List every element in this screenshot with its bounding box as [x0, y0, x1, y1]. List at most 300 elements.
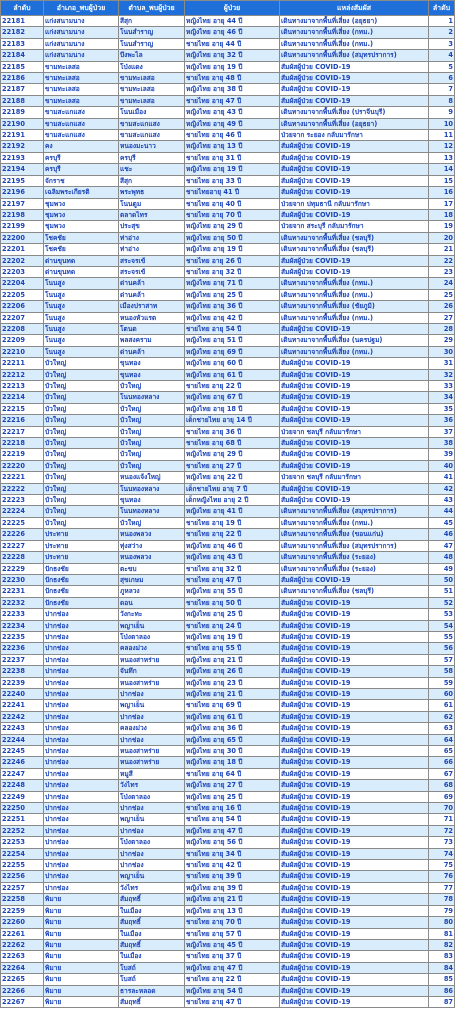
cell-district: ปักธงชัย	[44, 563, 119, 574]
cell-patient: ชายไทย อายุ 33 ปี	[185, 175, 280, 186]
cell-subdistrict: สัมฤทธิ์	[119, 894, 185, 905]
cell-district: จักราช	[44, 175, 119, 186]
cell-index: 13	[429, 152, 455, 163]
table-row	[1, 107, 455, 118]
cell-patient: หญิงไทย อายุ 61 ปี	[185, 711, 280, 722]
cell-subdistrict: ทุ่งสว่าง	[119, 540, 185, 551]
table-row	[1, 278, 455, 289]
cell-index: 59	[429, 677, 455, 688]
cell-patient: หญิงไทย อายุ 38 ปี	[185, 84, 280, 95]
cell-seq: 22194	[1, 164, 44, 175]
table-row	[1, 928, 455, 939]
cell-patient: หญิงไทย อายุ 54 ปี	[185, 985, 280, 996]
cell-index: 82	[429, 939, 455, 950]
cell-index: 27	[429, 312, 455, 323]
cell-district: ปากช่อง	[44, 746, 119, 757]
cell-source: สัมผัสผู้ป่วย COVID-19	[280, 962, 429, 973]
cell-district: ปากช่อง	[44, 837, 119, 848]
table-row	[1, 711, 455, 722]
cell-index: 42	[429, 483, 455, 494]
cell-index: 86	[429, 985, 455, 996]
cell-patient: ชายไทยอายุ 41 ปี	[185, 187, 280, 198]
cell-subdistrict: ขามสะแกแสง	[119, 118, 185, 129]
table-row	[1, 403, 455, 414]
cell-seq: 22189	[1, 107, 44, 118]
table-row	[1, 164, 455, 175]
cell-district: ชุมพวง	[44, 221, 119, 232]
cell-district: ปากช่อง	[44, 723, 119, 734]
cell-index: 85	[429, 974, 455, 985]
cell-seq: 22216	[1, 415, 44, 426]
cell-district: เฉลิมพระเกียรติ	[44, 187, 119, 198]
table-row	[1, 666, 455, 677]
cell-source: เดินทางมาจากพื้นที่เสี่ยง (กทม.)	[280, 27, 429, 38]
cell-district: บัวใหญ่	[44, 495, 119, 506]
cell-subdistrict: โบสถ์	[119, 974, 185, 985]
cell-district: ชุมพวง	[44, 209, 119, 220]
table-row	[1, 38, 455, 49]
cell-seq: 22206	[1, 301, 44, 312]
cell-subdistrict: หนองพลวง	[119, 552, 185, 563]
cell-district: ขามทะเลสอ	[44, 73, 119, 84]
cell-patient: หญิงไทย อายุ 45 ปี	[185, 939, 280, 950]
cell-district: แก่งสนามนาง	[44, 38, 119, 49]
table-row	[1, 232, 455, 243]
cell-district: พิมาย	[44, 951, 119, 962]
cell-source: สัมผัสผู้ป่วย COVID-19	[280, 860, 429, 871]
cell-subdistrict: พญาเย็น	[119, 620, 185, 631]
header-patient: ผู้ป่วย	[185, 1, 280, 16]
table-row	[1, 620, 455, 631]
cell-subdistrict: พลสงคราม	[119, 335, 185, 346]
cell-index: 2	[429, 27, 455, 38]
table-row	[1, 118, 455, 129]
cell-district: ปากช่อง	[44, 654, 119, 665]
cell-subdistrict: บัวใหญ่	[119, 403, 185, 414]
cell-subdistrict: ด่านคล้า	[119, 289, 185, 300]
cell-source: สัมผัสผู้ป่วย COVID-19	[280, 620, 429, 631]
cell-source: สัมผัสผู้ป่วย COVID-19	[280, 825, 429, 836]
cell-source: สัมผัสผู้ป่วย COVID-19	[280, 152, 429, 163]
cell-patient: หญิงไทย อายุ 19 ปี	[185, 61, 280, 72]
cell-index: 4	[429, 50, 455, 61]
cell-district: ปากช่อง	[44, 734, 119, 745]
cell-seq: 22249	[1, 791, 44, 802]
table-row	[1, 803, 455, 814]
cell-subdistrict: แชะ	[119, 164, 185, 175]
cell-subdistrict: พญาเย็น	[119, 871, 185, 882]
cell-patient: หญิงไทย อายุ 13 ปี	[185, 905, 280, 916]
cell-district: โนนสูง	[44, 323, 119, 334]
cell-patient: ชายไทย อายุ 37 ปี	[185, 951, 280, 962]
cell-seq: 22221	[1, 472, 44, 483]
cell-source: สัมผัสผู้ป่วย COVID-19	[280, 449, 429, 460]
table-row	[1, 962, 455, 973]
cell-patient: หญิงไทย อายุ 32 ปี	[185, 50, 280, 61]
table-row	[1, 791, 455, 802]
cell-patient: หญิงไทย อายุ 69 ปี	[185, 346, 280, 357]
cell-source: ป่วยจาก ปทุมธานี กลับมารักษา	[280, 198, 429, 209]
cell-index: 65	[429, 746, 455, 757]
cell-district: ปากช่อง	[44, 768, 119, 779]
cell-subdistrict: ด่านคล้า	[119, 346, 185, 357]
cell-subdistrict: ขุนทอง	[119, 358, 185, 369]
cell-patient: ชายไทย อายุ 47 ปี	[185, 95, 280, 106]
cell-seq: 22208	[1, 323, 44, 334]
cell-district: ชุมพวง	[44, 198, 119, 209]
cell-district: ปักธงชัย	[44, 586, 119, 597]
table-row	[1, 209, 455, 220]
cell-subdistrict: บัวใหญ่	[119, 517, 185, 528]
cell-subdistrict: ปากช่อง	[119, 734, 185, 745]
cell-source: สัมผัสผู้ป่วย COVID-19	[280, 483, 429, 494]
cell-subdistrict: ปากช่อง	[119, 860, 185, 871]
cell-patient: หญิงไทย อายุ 25 ปี	[185, 609, 280, 620]
cell-subdistrict: โนนเมือง	[119, 107, 185, 118]
cell-subdistrict: โบสถ์	[119, 962, 185, 973]
cell-seq: 22182	[1, 27, 44, 38]
cell-patient: ชายไทย อายุ 27 ปี	[185, 460, 280, 471]
cell-source: สัมผัสผู้ป่วย COVID-19	[280, 757, 429, 768]
cell-patient: ชายไทย อายุ 16 ปี	[185, 803, 280, 814]
cell-source: สัมผัสผู้ป่วย COVID-19	[280, 141, 429, 152]
cell-index: 6	[429, 73, 455, 84]
cell-subdistrict: โป่งแดง	[119, 61, 185, 72]
cell-subdistrict: สระจรเข้	[119, 255, 185, 266]
cell-district: โนนสูง	[44, 301, 119, 312]
table-row	[1, 61, 455, 72]
cell-district: โนนสูง	[44, 289, 119, 300]
table-row	[1, 381, 455, 392]
cell-district: บัวใหญ่	[44, 483, 119, 494]
cell-source: ป่วยจาก ระยอง กลับมารักษา	[280, 130, 429, 141]
cell-subdistrict: โนนทองหลาง	[119, 483, 185, 494]
cell-subdistrict: ปากช่อง	[119, 688, 185, 699]
cell-index: 1	[429, 16, 455, 27]
cell-patient: เด็กชายไทย อายุ 7 ปี	[185, 483, 280, 494]
cell-source: เดินทางมาจากพื้นที่เสี่ยง (กทม.)	[280, 278, 429, 289]
cell-index: 87	[429, 996, 455, 1007]
cell-subdistrict: ขุนทอง	[119, 369, 185, 380]
cell-district: ด่านขุนทด	[44, 266, 119, 277]
cell-patient: ชายไทย อายุ 42 ปี	[185, 860, 280, 871]
cell-patient: หญิงไทย อายุ 47 ปี	[185, 962, 280, 973]
cell-index: 56	[429, 643, 455, 654]
cell-district: แก่งสนามนาง	[44, 27, 119, 38]
table-row	[1, 814, 455, 825]
cell-seq: 22255	[1, 860, 44, 871]
cell-source: สัมผัสผู้ป่วย COVID-19	[280, 255, 429, 266]
cell-subdistrict: ขามทะเลสอ	[119, 73, 185, 84]
cell-patient: หญิงไทย อายุ 44 ปี	[185, 16, 280, 27]
cell-index: 24	[429, 278, 455, 289]
cell-index: 8	[429, 95, 455, 106]
cell-seq: 22225	[1, 517, 44, 528]
cell-source: สัมผัสผู้ป่วย COVID-19	[280, 780, 429, 791]
cell-patient: ชายไทย อายุ 55 ปี	[185, 643, 280, 654]
cell-seq: 22211	[1, 358, 44, 369]
cell-patient: หญิงไทย อายุ 27 ปี	[185, 780, 280, 791]
table-row	[1, 586, 455, 597]
cell-patient: ชายไทย อายุ 64 ปี	[185, 768, 280, 779]
cell-subdistrict: วังกะทะ	[119, 609, 185, 620]
cell-seq: 22213	[1, 381, 44, 392]
cell-index: 37	[429, 426, 455, 437]
cell-patient: ชายไทย อายุ 46 ปี	[185, 130, 280, 141]
table-row	[1, 939, 455, 950]
table-row	[1, 757, 455, 768]
cell-seq: 22252	[1, 825, 44, 836]
table-row	[1, 50, 455, 61]
cell-district: ปากช่อง	[44, 631, 119, 642]
cell-patient: หญิงไทย อายุ 60 ปี	[185, 358, 280, 369]
cell-district: ขามสะแกแสง	[44, 118, 119, 129]
cell-seq: 22247	[1, 768, 44, 779]
cell-patient: หญิงไทย อายุ 41 ปี	[185, 506, 280, 517]
cell-source: ป่วยจาก สระบุรี กลับมารักษา	[280, 221, 429, 232]
cell-index: 18	[429, 209, 455, 220]
cell-seq: 22183	[1, 38, 44, 49]
cell-subdistrict: สัมฤทธิ์	[119, 939, 185, 950]
cell-district: บัวใหญ่	[44, 415, 119, 426]
table-row	[1, 95, 455, 106]
header-seq: ลำดับ	[1, 1, 44, 16]
cell-source: สัมผัสผู้ป่วย COVID-19	[280, 266, 429, 277]
cell-patient: หญิงไทย อายุ 39 ปี	[185, 882, 280, 893]
cell-source: เดินทางมาจากพื้นที่เสี่ยง (สมุทรปราการ)	[280, 540, 429, 551]
cell-subdistrict: พญาเย็น	[119, 814, 185, 825]
cell-district: ปากช่อง	[44, 871, 119, 882]
cell-district: บัวใหญ่	[44, 403, 119, 414]
cell-district: พิมาย	[44, 996, 119, 1007]
cell-index: 78	[429, 894, 455, 905]
cell-source: สัมผัสผู้ป่วย COVID-19	[280, 688, 429, 699]
cell-source: สัมผัสผู้ป่วย COVID-19	[280, 700, 429, 711]
cell-district: ปากช่อง	[44, 643, 119, 654]
cell-index: 11	[429, 130, 455, 141]
cell-subdistrict: โนนตูม	[119, 198, 185, 209]
cell-source: สัมผัสผู้ป่วย COVID-19	[280, 723, 429, 734]
table-row	[1, 996, 455, 1007]
cell-subdistrict: สีสุก	[119, 175, 185, 186]
cell-source: สัมผัสผู้ป่วย COVID-19	[280, 746, 429, 757]
cell-district: พิมาย	[44, 928, 119, 939]
cell-patient: หญิงไทย อายุ 19 ปี	[185, 631, 280, 642]
table-row	[1, 506, 455, 517]
cell-index: 61	[429, 700, 455, 711]
cell-index: 41	[429, 472, 455, 483]
cell-subdistrict: โนนทองหลาง	[119, 506, 185, 517]
table-body	[1, 16, 455, 1008]
cell-seq: 22209	[1, 335, 44, 346]
cell-index: 70	[429, 803, 455, 814]
cell-seq: 22224	[1, 506, 44, 517]
cell-subdistrict: ปากช่อง	[119, 803, 185, 814]
cell-index: 3	[429, 38, 455, 49]
cell-patient: ชายไทย อายุ 34 ปี	[185, 848, 280, 859]
cell-patient: ชายไทย อายุ 36 ปี	[185, 426, 280, 437]
cell-district: ปากช่อง	[44, 700, 119, 711]
cell-index: 14	[429, 164, 455, 175]
cell-source: สัมผัสผู้ป่วย COVID-19	[280, 917, 429, 928]
table-row	[1, 266, 455, 277]
table-row	[1, 517, 455, 528]
cell-seq: 22254	[1, 848, 44, 859]
cell-district: ครบุรี	[44, 152, 119, 163]
cell-patient: ชายไทย อายุ 19 ปี	[185, 517, 280, 528]
cell-seq: 22230	[1, 574, 44, 585]
cell-patient: หญิงไทย อายุ 46 ปี	[185, 540, 280, 551]
cell-source: สัมผัสผู้ป่วย COVID-19	[280, 460, 429, 471]
table-row	[1, 723, 455, 734]
cell-source: สัมผัสผู้ป่วย COVID-19	[280, 905, 429, 916]
cell-district: ปากช่อง	[44, 620, 119, 631]
table-row	[1, 289, 455, 300]
cell-seq: 22197	[1, 198, 44, 209]
cell-district: พิมาย	[44, 939, 119, 950]
cell-index: 12	[429, 141, 455, 152]
table-row	[1, 688, 455, 699]
cell-seq: 22248	[1, 780, 44, 791]
header-index: ลำดับ	[429, 1, 455, 16]
cell-index: 20	[429, 232, 455, 243]
cell-patient: ชายไทย อายุ 48 ปี	[185, 73, 280, 84]
cell-patient: ชายไทย อายุ 44 ปี	[185, 38, 280, 49]
cell-district: ปากช่อง	[44, 757, 119, 768]
table-row	[1, 255, 455, 266]
cell-source: สัมผัสผู้ป่วย COVID-19	[280, 323, 429, 334]
cell-patient: ชายไทย อายุ 68 ปี	[185, 438, 280, 449]
table-row	[1, 483, 455, 494]
cell-subdistrict: ดอน	[119, 597, 185, 608]
cell-patient: ชายไทย อายุ 70 ปี	[185, 209, 280, 220]
cell-index: 48	[429, 552, 455, 563]
cell-district: พิมาย	[44, 974, 119, 985]
cell-index: 17	[429, 198, 455, 209]
table-row	[1, 141, 455, 152]
cell-patient: หญิงไทย อายุ 19 ปี	[185, 164, 280, 175]
table-row	[1, 244, 455, 255]
cell-seq: 22250	[1, 803, 44, 814]
cell-seq: 22200	[1, 232, 44, 243]
cell-patient: ชายไทย อายุ 32 ปี	[185, 266, 280, 277]
cell-district: บัวใหญ่	[44, 438, 119, 449]
cell-patient: ชายไทย อายุ 69 ปี	[185, 700, 280, 711]
cell-district: แก่งสนามนาง	[44, 50, 119, 61]
cell-source: สัมผัสผู้ป่วย COVID-19	[280, 654, 429, 665]
cell-district: ครบุรี	[44, 164, 119, 175]
table-row	[1, 974, 455, 985]
header-row	[1, 1, 455, 16]
cell-seq: 22238	[1, 666, 44, 677]
cell-source: สัมผัสผู้ป่วย COVID-19	[280, 734, 429, 745]
cell-district: พิมาย	[44, 894, 119, 905]
cell-source: สัมผัสผู้ป่วย COVID-19	[280, 791, 429, 802]
table-row	[1, 312, 455, 323]
cell-seq: 22261	[1, 928, 44, 939]
cell-source: สัมผัสผู้ป่วย COVID-19	[280, 814, 429, 825]
cell-district: ขามทะเลสอ	[44, 95, 119, 106]
cell-index: 54	[429, 620, 455, 631]
cell-district: บัวใหญ่	[44, 426, 119, 437]
table-row	[1, 346, 455, 357]
cell-index: 75	[429, 860, 455, 871]
cell-district: แก่งสนามนาง	[44, 16, 119, 27]
cell-seq: 22204	[1, 278, 44, 289]
cell-seq: 22227	[1, 540, 44, 551]
cell-index: 28	[429, 323, 455, 334]
cell-seq: 22226	[1, 529, 44, 540]
cell-district: บัวใหญ่	[44, 381, 119, 392]
table-row	[1, 631, 455, 642]
cell-patient: หญิงไทย อายุ 51 ปี	[185, 335, 280, 346]
table-row	[1, 643, 455, 654]
table-row	[1, 574, 455, 585]
table-row	[1, 677, 455, 688]
cell-index: 7	[429, 84, 455, 95]
cell-index: 83	[429, 951, 455, 962]
cell-source: เดินทางมาจากพื้นที่เสี่ยง (สมุทรปราการ)	[280, 50, 429, 61]
cell-source: สัมผัสผู้ป่วย COVID-19	[280, 369, 429, 380]
cell-patient: หญิงไทย อายุ 36 ปี	[185, 301, 280, 312]
cell-seq: 22242	[1, 711, 44, 722]
cell-seq: 22267	[1, 996, 44, 1007]
cell-seq: 22264	[1, 962, 44, 973]
cell-index: 46	[429, 529, 455, 540]
cell-index: 47	[429, 540, 455, 551]
cell-seq: 22259	[1, 905, 44, 916]
table-row	[1, 16, 455, 27]
cell-district: บัวใหญ่	[44, 369, 119, 380]
cell-seq: 22229	[1, 563, 44, 574]
cell-patient: ชายไทย อายุ 32 ปี	[185, 563, 280, 574]
cell-subdistrict: ขามทะเลสอ	[119, 84, 185, 95]
cell-source: เดินทางมาจากพื้นที่เสี่ยง (ชลบุรี)	[280, 244, 429, 255]
cell-index: 64	[429, 734, 455, 745]
cell-seq: 22219	[1, 449, 44, 460]
table-row	[1, 848, 455, 859]
cell-patient: เด็กชายไทย อายุ 14 ปี	[185, 415, 280, 426]
cell-subdistrict: โป่งตาลอง	[119, 631, 185, 642]
cell-subdistrict: บัวใหญ่	[119, 460, 185, 471]
cell-district: ขามทะเลสอ	[44, 61, 119, 72]
cell-index: 76	[429, 871, 455, 882]
table-row	[1, 187, 455, 198]
cell-subdistrict: บัวใหญ่	[119, 449, 185, 460]
table-row	[1, 894, 455, 905]
cell-subdistrict: พระพุทธ	[119, 187, 185, 198]
cell-district: ปากช่อง	[44, 677, 119, 688]
cell-index: 40	[429, 460, 455, 471]
cell-index: 80	[429, 917, 455, 928]
cell-patient: หญิงไทย อายุ 67 ปี	[185, 392, 280, 403]
cell-patient: หญิงไทย อายุ 43 ปี	[185, 552, 280, 563]
cell-seq: 22239	[1, 677, 44, 688]
table-row	[1, 905, 455, 916]
cell-district: ปากช่อง	[44, 688, 119, 699]
cell-seq: 22256	[1, 871, 44, 882]
table-row	[1, 746, 455, 757]
cell-seq: 22181	[1, 16, 44, 27]
cell-district: ปากช่อง	[44, 860, 119, 871]
cell-patient: หญิงไทย อายุ 55 ปี	[185, 586, 280, 597]
table-row	[1, 563, 455, 574]
cell-source: สัมผัสผู้ป่วย COVID-19	[280, 438, 429, 449]
cell-subdistrict: สัมฤทธิ์	[119, 996, 185, 1007]
header-subdistrict: ตำบล_พบผู้ป่วย	[119, 1, 185, 16]
cell-patient: หญิงไทย อายุ 65 ปี	[185, 734, 280, 745]
cell-seq: 22244	[1, 734, 44, 745]
